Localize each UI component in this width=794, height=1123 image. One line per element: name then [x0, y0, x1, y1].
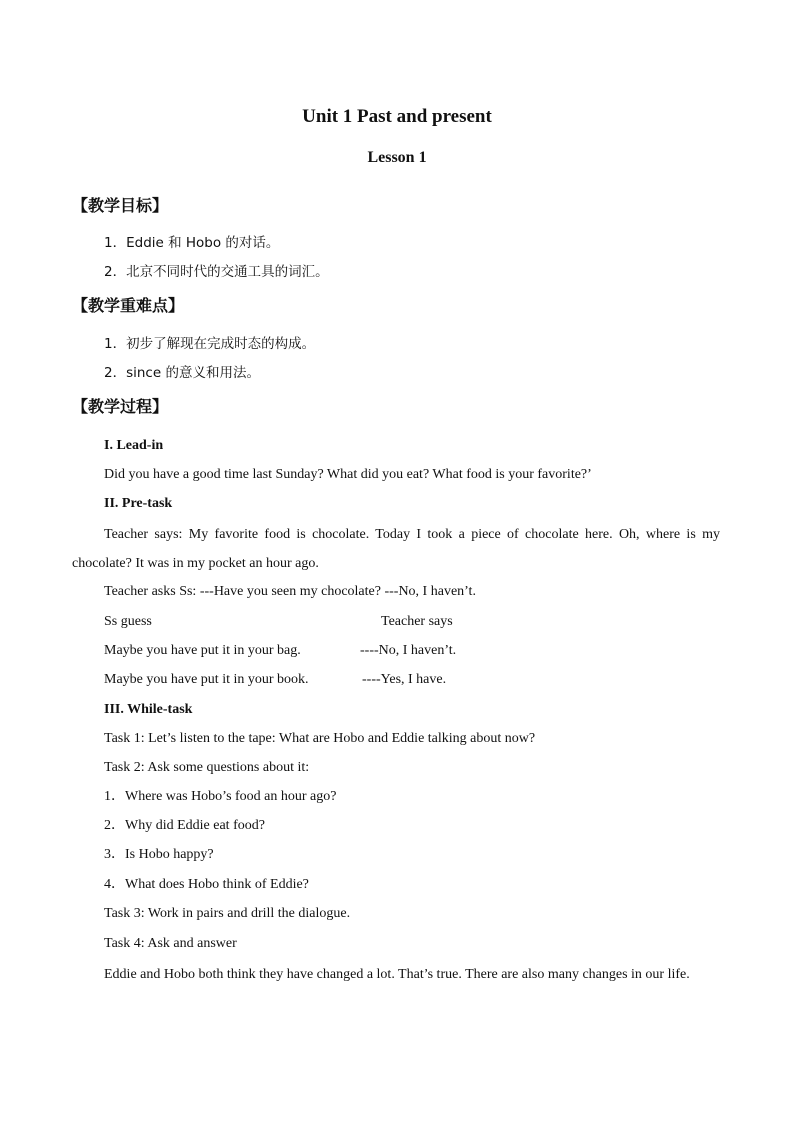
key-point-item-2: 2．since 的意义和用法。 — [104, 365, 260, 381]
section-heading-objectives: 【教学目标】 — [72, 196, 169, 215]
leadin-title: I. Lead-in — [104, 438, 164, 453]
pretask-paragraph: Teacher says: My favorite food is chocolate. Today I took a piece of chocolate here. Oh, where is my chocolate? It was in my pocket an hour ago. — [72, 527, 720, 571]
leadin-text: Did you have a good time last Sunday? What did you eat? What food is your favorite?’ — [104, 467, 592, 482]
task-1: Task 1: Let’s listen to the tape: What are Hobo and Eddie talking about now? — [104, 731, 536, 746]
question-4: 4．What does Hobo think of Eddie? — [104, 877, 309, 892]
whiletask-title: III. While-task — [104, 702, 193, 717]
section-heading-key-points: 【教学重难点】 — [72, 296, 185, 315]
objective-item-1: 1．Eddie 和 Hobo 的对话。 — [104, 235, 280, 251]
guess-right: Teacher says — [381, 614, 453, 629]
pretask-line-1: Teacher asks Ss: ---Have you seen my chocolate? ---No, I haven’t. — [104, 584, 476, 599]
maybe-1-left: Maybe you have put it in your bag. — [104, 643, 301, 658]
pretask-title: II. Pre-task — [104, 496, 173, 511]
key-point-item-1: 1．初步了解现在完成时态的构成。 — [104, 336, 316, 352]
maybe-1-right: ----No, I haven’t. — [360, 643, 457, 658]
task-2: Task 2: Ask some questions about it: — [104, 760, 310, 775]
question-1: 1．Where was Hobo’s food an hour ago? — [104, 789, 337, 804]
lesson-subtitle: Lesson 1 — [367, 149, 427, 166]
page-title: Unit 1 Past and present — [302, 106, 492, 127]
final-paragraph: Eddie and Hobo both think they have changed a lot. That’s true. There are also many changes in our life. — [104, 967, 690, 982]
maybe-2-right: ----Yes, I have. — [362, 672, 447, 687]
task-3: Task 3: Work in pairs and drill the dialogue. — [104, 906, 351, 921]
task-4: Task 4: Ask and answer — [104, 936, 237, 951]
guess-left: Ss guess — [104, 614, 152, 629]
question-2: 2．Why did Eddie eat food? — [104, 818, 265, 833]
section-heading-process: 【教学过程】 — [72, 397, 169, 416]
maybe-2-left: Maybe you have put it in your book. — [104, 672, 309, 687]
objective-item-2: 2．北京不同时代的交通工具的词汇。 — [104, 264, 329, 280]
question-3: 3．Is Hobo happy? — [104, 847, 214, 862]
